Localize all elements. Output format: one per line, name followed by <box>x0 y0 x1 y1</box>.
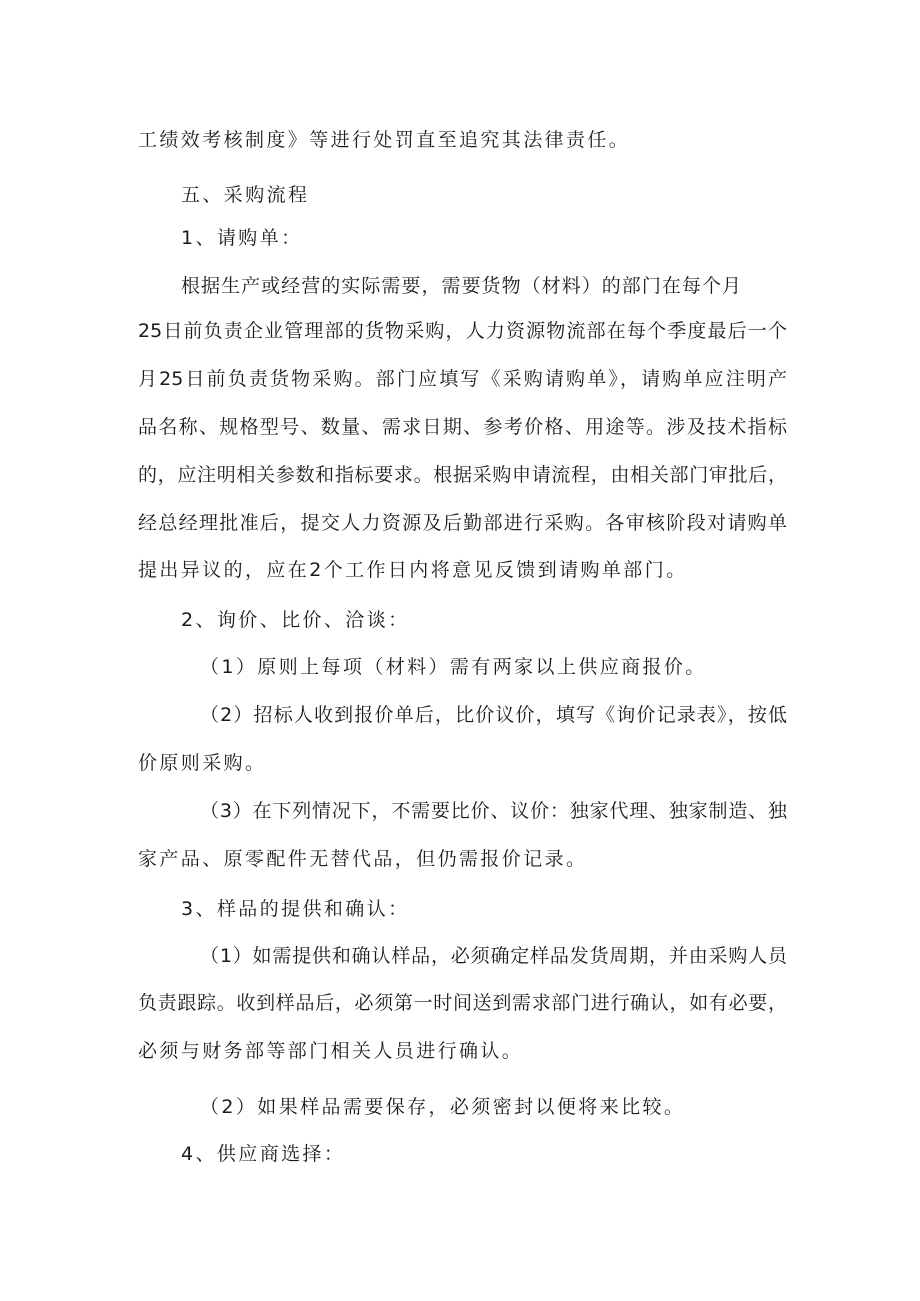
subsection-heading: 3、样品的提供和确认： <box>181 898 410 920</box>
paragraph-line: 品名称、规格型号、数量、需求日期、参考价格、用途等。涉及技术指标 <box>138 416 787 438</box>
list-item: （1）如需提供和确认样品，必须确定样品发货周期，并由采购人员 <box>200 945 787 967</box>
list-item: （2）招标人收到报价单后，比价议价，填写《询价记录表》，按低 <box>200 704 787 726</box>
subsection-heading: 2、询价、比价、洽谈： <box>181 609 410 631</box>
paragraph-line: 家产品、原零配件无替代品，但仍需报价记录。 <box>138 848 588 870</box>
paragraph-line: 工绩效考核制度》等进行处罚直至追究其法律责任。 <box>138 129 631 151</box>
paragraph-line: 必须与财务部等部门相关人员进行确认。 <box>138 1040 524 1062</box>
section-heading: 五、采购流程 <box>181 184 310 206</box>
paragraph-line: 根据生产或经营的实际需要，需要货物（材料）的部门在每个月 <box>181 275 741 297</box>
list-item: （3）在下列情况下，不需要比价、议价：独家代理、独家制造、独 <box>200 800 787 822</box>
paragraph-line: 负责跟踪。收到样品后，必须第一时间送到需求部门进行确认，如有必要， <box>138 992 787 1014</box>
paragraph-line: 提出异议的，应在2个工作日内将意见反馈到请购单部门。 <box>138 559 688 581</box>
list-item: （1）原则上每项（材料）需有两家以上供应商报价。 <box>200 656 707 678</box>
paragraph-line: 经总经理批准后，提交人力资源及后勤部进行采购。各审核阶段对请购单 <box>138 512 787 534</box>
list-item: （2）如果样品需要保存，必须密封以便将来比较。 <box>200 1096 686 1118</box>
subsection-heading: 1、请购单： <box>181 227 303 249</box>
paragraph-line: 的，应注明相关参数和指标要求。根据采购申请流程，由相关部门审批后， <box>138 464 787 486</box>
paragraph-line: 月25日前负责货物采购。部门应填写《采购请购单》，请购单应注明产 <box>138 368 787 390</box>
paragraph-line: 25日前负责企业管理部的货物采购，人力资源物流部在每个季度最后一个 <box>138 320 787 342</box>
subsection-heading: 4、供应商选择： <box>181 1143 346 1165</box>
paragraph-line: 价原则采购。 <box>138 752 267 774</box>
